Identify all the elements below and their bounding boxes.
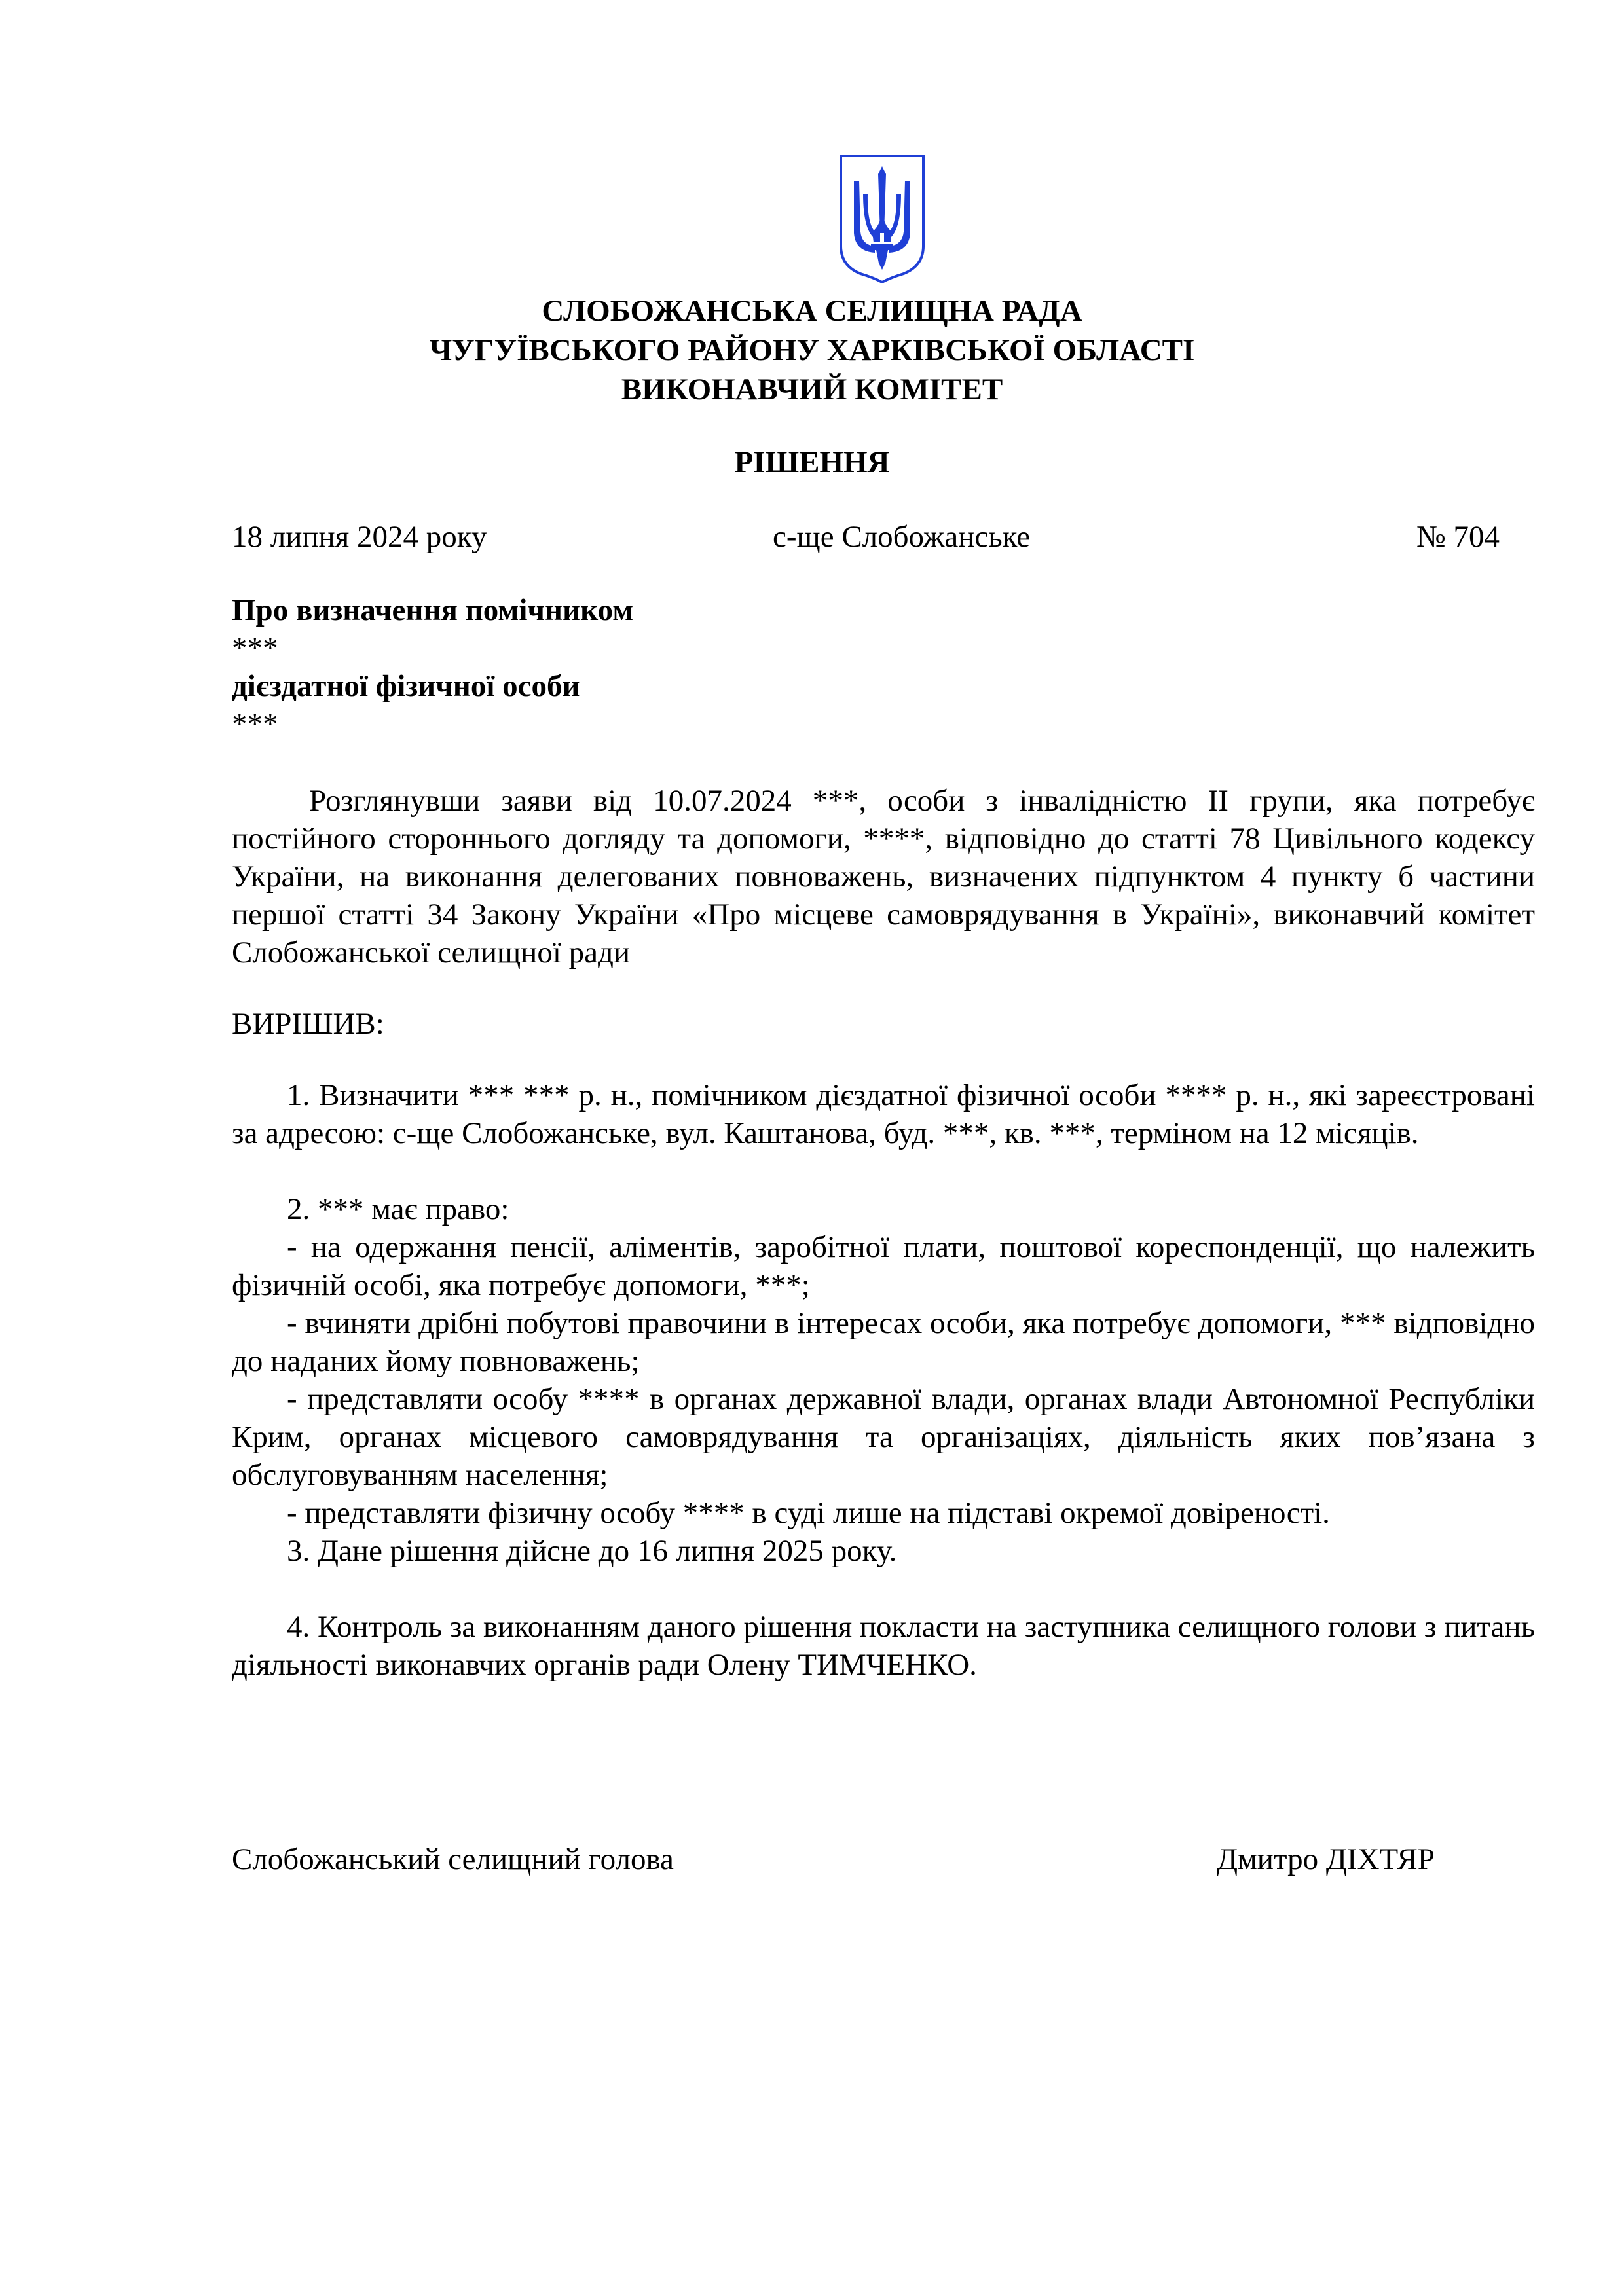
subject-line: дієздатної фізичної особи <box>232 669 580 703</box>
document-type-title: РІШЕННЯ <box>734 445 890 479</box>
decision-subitem-2a: - на одержання пенсії, аліментів, заробітної плати, поштової кореспонденції, що належить фізичній особі, яка потребує допомоги, ***; <box>232 1230 1535 1302</box>
signatory-name: Дмитро ДІХТЯР <box>1217 1842 1435 1876</box>
decision-item-1: 1. Визначити *** *** р. н., помічником дієздатної фізичної особи **** р. н., які зареєстровані за адресою: с-ще Слобожанське, вул. Каштанова, буд. ***, кв. ***, терміном на 12 місяців. <box>232 1078 1535 1150</box>
document-place: с-ще Слобожанське <box>773 520 1031 554</box>
document-number: № 704 <box>1416 520 1500 554</box>
subject-line: *** <box>232 631 278 665</box>
decision-item-3: 3. Дане рішення дійсне до 16 липня 2025 року. <box>287 1534 897 1568</box>
document-date: 18 липня 2024 року <box>232 520 487 554</box>
org-name-line3: ВИКОНАВЧИЙ КОМІТЕТ <box>621 373 1003 407</box>
subject-line: *** <box>232 707 278 741</box>
decision-subitem-2d: - представляти фізичну особу **** в суді лише на підставі окремої довіреності. <box>287 1496 1330 1530</box>
document-subject <box>232 591 633 743</box>
signatory-position: Слобожанський селищний голова <box>232 1842 674 1876</box>
subject-line: Про визначення помічником <box>232 593 634 627</box>
decision-item-2: 2. *** має право: <box>287 1192 509 1226</box>
preamble-paragraph: Розглянувши заяви від 10.07.2024 ***, особи з інвалідністю ІІ групи, яка потребує постійного стороннього догляду та допомоги, ****, відповідно до статті 78 Цивільного кодексу України, на виконання делегованих повноважень, визначених підпунктом 4 пункту б частини першої статті 34 Закону України «Про місцеве самоврядування в Україні», виконавчий комітет Слобожанської селищної ради <box>232 784 1535 970</box>
org-name-line1: СЛОБОЖАНСЬКА СЕЛИЩНА РАДА <box>542 294 1082 328</box>
ukraine-coat-of-arms-icon <box>838 155 926 283</box>
resolved-heading: ВИРІШИВ: <box>232 1007 384 1041</box>
decision-subitem-2b: - вчиняти дрібні побутові правочини в інтересах особи, яка потребує допомоги, *** відповідно до наданих йому повноважень; <box>232 1306 1535 1378</box>
decision-subitem-2c: - представляти особу **** в органах державної влади, органах влади Автономної Республіки Крим, органах місцевого самоврядування та організаціях, діяльність яких пов’язана з обслуговуванням населення; <box>232 1382 1535 1492</box>
decision-item-4: 4. Контроль за виконанням даного рішення покласти на заступника селищного голови з питань діяльності виконавчих органів ради Олену ТИМЧЕНКО. <box>232 1610 1535 1682</box>
org-name-line2: ЧУГУЇВСЬКОГО РАЙОНУ ХАРКІВСЬКОЇ ОБЛАСТІ <box>429 333 1195 367</box>
